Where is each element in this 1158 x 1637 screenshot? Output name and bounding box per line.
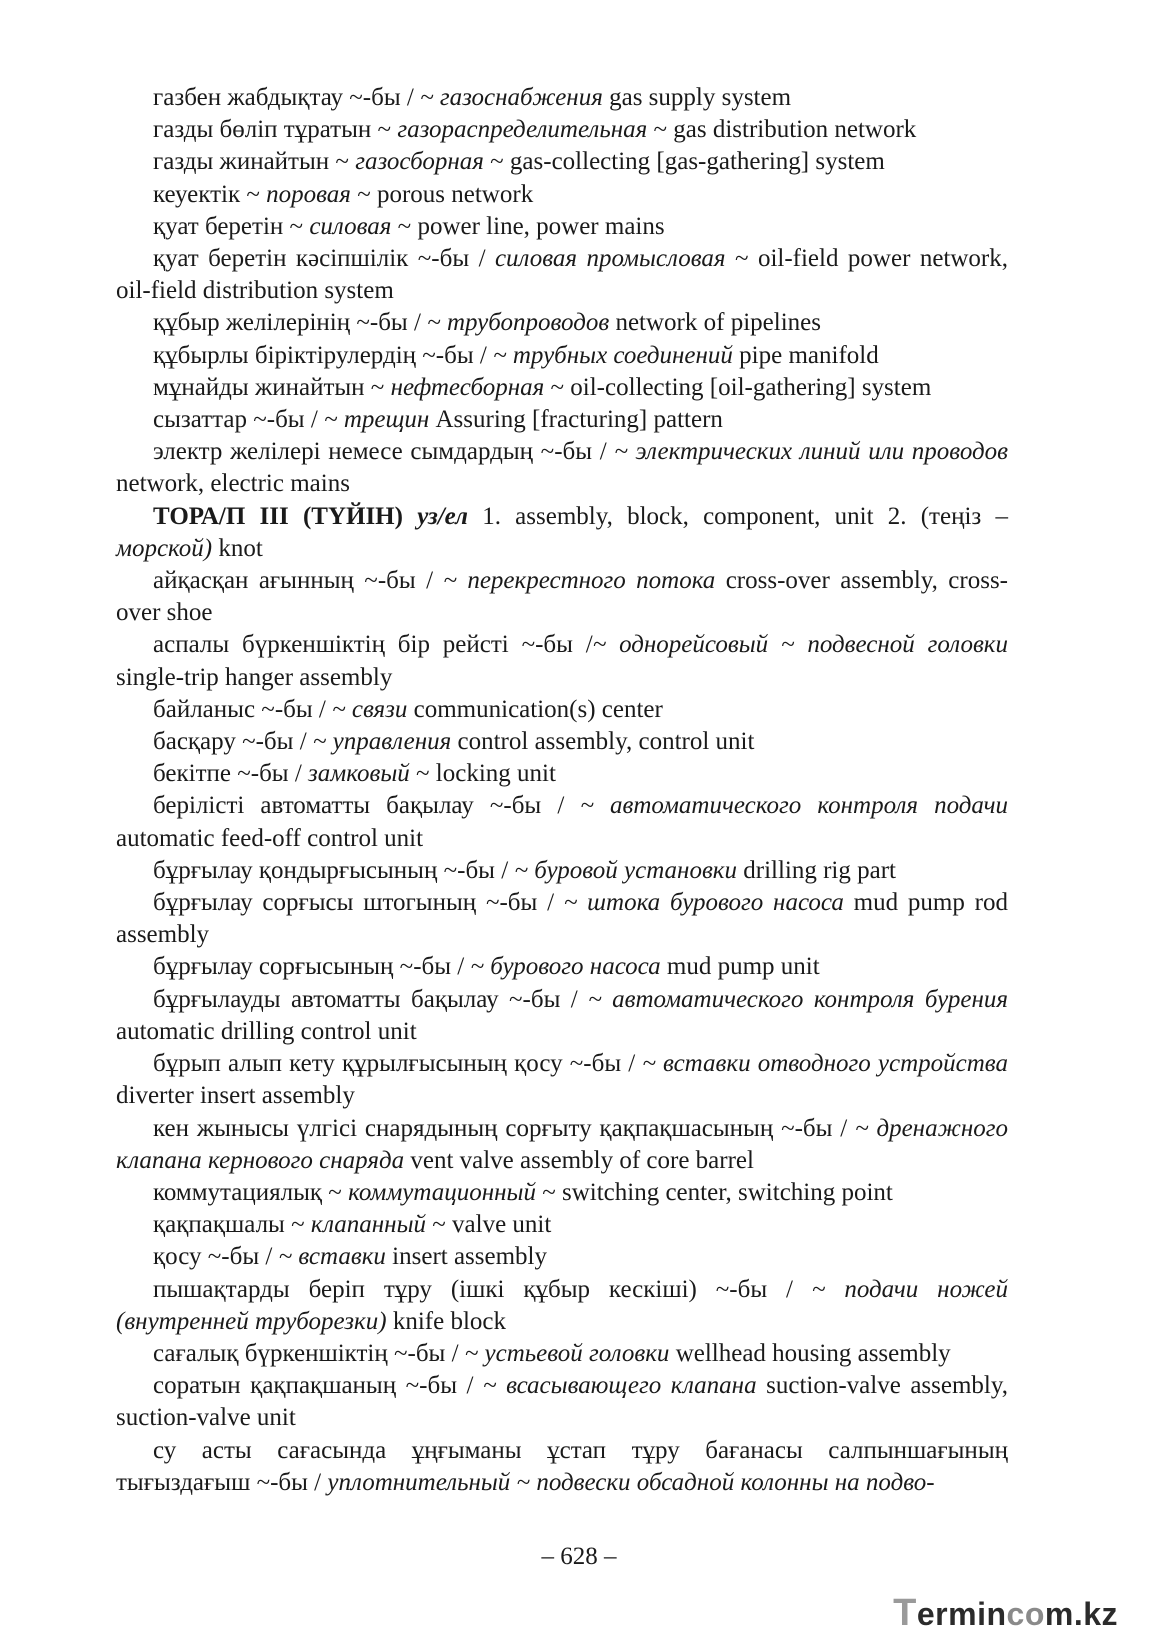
english-term: diverter insert assembly (116, 1082, 355, 1110)
headword-definition-tail: knot (212, 534, 263, 562)
list-item (116, 82, 1008, 114)
kazakh-term: байланыс ~-бы / (153, 695, 333, 723)
kazakh-term: сызаттар ~-бы / (153, 406, 325, 434)
kazakh-term: бекітпе ~-бы / (153, 760, 309, 788)
headword: ТОРА/П III (ТҮЙІН) (153, 502, 403, 530)
russian-term: ~ вставки отводного устройства (642, 1050, 1008, 1078)
kazakh-term: электр желілері немесе сымдардың ~-бы / (153, 438, 615, 466)
list-item (116, 436, 1008, 500)
kazakh-term: қуат беретін кәсіпшілік ~-бы / (153, 245, 495, 273)
list-item (116, 1241, 1008, 1273)
kazakh-term: қосу ~-бы / (153, 1243, 279, 1271)
english-term: mud pump unit (660, 953, 820, 981)
part-of-speech: уз/ел (417, 502, 468, 530)
termincom-logo: Termincom.kz (893, 1592, 1118, 1634)
english-term: Assuring [fracturing] pattern (429, 406, 723, 434)
russian-term: ~ перекрестного потока (443, 567, 716, 595)
russian-term: силовая промысловая (494, 245, 726, 273)
kazakh-term: мұнайды жинайтын ~ (153, 373, 391, 401)
kazakh-term: бұрғылауды автоматты бақылау ~-бы / (153, 985, 589, 1013)
russian-term: замковый (308, 760, 410, 788)
list-item (116, 179, 1008, 211)
list-item (116, 984, 1008, 1048)
list-item (116, 1370, 1008, 1434)
kazakh-term: бұрғылау сорғысының ~-бы / (153, 953, 471, 981)
list-item (116, 1048, 1008, 1112)
page-number: – 628 – (541, 1543, 617, 1570)
russian-term: ~ буровой установки (514, 856, 737, 884)
english-term: suction-valve assembly, suction-valve unit (116, 1372, 1008, 1432)
english-term: ~ porous network (350, 180, 534, 208)
russian-term: ~ связи (332, 695, 408, 723)
russian-term: поровая (266, 180, 351, 208)
kazakh-term: бұрғылау сорғысы штогының ~-бы / (153, 889, 564, 917)
kazakh-term: коммутациялық ~ (153, 1178, 349, 1206)
list-item (116, 114, 1008, 146)
list-item (116, 694, 1008, 726)
english-term: mud pump rod assembly (116, 889, 1008, 949)
russian-term: ~ автоматического контроля бурения (588, 985, 1008, 1013)
list-item (116, 726, 1008, 758)
russian-term: коммутационный (348, 1178, 536, 1206)
list-item (116, 404, 1008, 436)
english-term: drilling rig part (737, 856, 896, 884)
english-term: ~ switching center, switching point (535, 1178, 893, 1206)
kazakh-term: газды жинайтын ~ (153, 148, 356, 176)
russian-term: клапанный (310, 1211, 427, 1239)
dictionary-page (116, 82, 1008, 1499)
list-item (116, 243, 1008, 307)
russian-term: уплотнительный ~ подвески обсадной колонны на подво- (327, 1468, 935, 1496)
kazakh-term: бұрғылау қондырғысының ~-бы / (153, 856, 515, 884)
english-term: insert assembly (385, 1243, 548, 1271)
list-item (116, 1177, 1008, 1209)
russian-term: ~ трубных соединений (493, 341, 733, 369)
russian-term: ~ автоматического контроля подачи (580, 792, 1008, 820)
english-term: single-trip hanger assembly (116, 663, 393, 691)
english-term: ~ gas-collecting [gas-gathering] system (483, 148, 885, 176)
list-item (116, 1209, 1008, 1241)
english-term: ~ gas distribution network (647, 116, 917, 144)
list-item (116, 307, 1008, 339)
russian-term: ~ вставки (278, 1243, 386, 1271)
kazakh-term: су асты сағасында ұңғыманы ұстап тұру бағанасы салпыншағының тығыздағыш ~-бы / (116, 1436, 1008, 1496)
russian-term: ~ бурового насоса (470, 953, 661, 981)
russian-term: ~ электрических линий или проводов (614, 438, 1008, 466)
russian-term: ~ однорейсовый ~ подвесной головки (592, 631, 1009, 659)
english-term: gas supply system (602, 84, 792, 111)
english-term: cross-over assembly, cross-over shoe (116, 567, 1008, 627)
kazakh-term: бұрып алып кету құрылғысының қосу ~-бы / (153, 1050, 643, 1078)
kazakh-term: кен жынысы үлгісі снарядының сорғыту қақпақшасының ~-бы / (153, 1114, 856, 1142)
list-item (116, 1274, 1008, 1338)
english-term: ~ oil-collecting [oil-gathering] system (544, 373, 932, 401)
list-item (116, 211, 1008, 243)
english-term: communication(s) center (407, 695, 663, 723)
list-item (116, 146, 1008, 178)
headword-russian: морской) (116, 534, 213, 562)
english-term: pipe manifold (732, 341, 879, 369)
kazakh-term: қуат беретін ~ (153, 212, 310, 240)
english-term: ~ locking unit (409, 760, 556, 788)
russian-term: газораспределительная (397, 116, 648, 144)
english-term: control assembly, control unit (451, 728, 755, 756)
kazakh-term: соратын қақпақшаның ~-бы / (153, 1372, 484, 1400)
english-term: ~ oil-field power network, oil-field distribution system (116, 245, 1008, 305)
russian-term: ~ штока бурового насоса (563, 889, 844, 917)
english-term: automatic feed-off control unit (116, 824, 424, 852)
list-item (116, 951, 1008, 983)
russian-term: ~ управления (312, 728, 452, 756)
kazakh-term: айқасқан ағынның ~-бы / (153, 567, 444, 595)
list-item (116, 1113, 1008, 1177)
kazakh-term: басқару ~-бы / (153, 728, 313, 756)
subentry-list (116, 565, 1008, 1499)
english-term: ~ power line, power mains (391, 212, 665, 240)
russian-term: ~ устьевой головки (464, 1339, 670, 1367)
english-term: network, electric mains (116, 470, 350, 498)
russian-term: ~ трещин (324, 406, 430, 434)
kazakh-term: пышақтарды беріп тұру (ішкі құбыр кескіші) ~-бы / (153, 1275, 812, 1303)
list-item (116, 887, 1008, 951)
russian-term: ~ газоснабжения (420, 84, 603, 111)
kazakh-term: құбыр желілерінің ~-бы / (153, 309, 428, 337)
russian-term: газосборная (355, 148, 484, 176)
russian-term: ~ всасывающего клапана (483, 1372, 757, 1400)
english-term: vent valve assembly of core barrel (404, 1146, 754, 1174)
kazakh-term: берілісті автоматты бақылау ~-бы / (153, 792, 581, 820)
kazakh-term: газбен жабдықтау ~-бы / (153, 84, 421, 111)
english-term: automatic drilling control unit (116, 1017, 417, 1045)
english-term: knife block (386, 1307, 507, 1335)
english-term: network of pipelines (609, 309, 821, 337)
russian-term: силовая (309, 212, 392, 240)
kazakh-term: кеуектік ~ (153, 180, 267, 208)
kazakh-term: газды бөліп тұратын ~ (153, 116, 398, 144)
list-item (116, 340, 1008, 372)
kazakh-term: қақпақшалы ~ (153, 1211, 311, 1239)
list-item (116, 565, 1008, 629)
list-item (116, 790, 1008, 854)
kazakh-term: сағалық бүркеншіктің ~-бы / (153, 1339, 465, 1367)
kazakh-term: құбырлы біріктірулердің ~-бы / (153, 341, 494, 369)
english-term: ~ valve unit (426, 1211, 552, 1239)
headword-entry (116, 501, 1008, 565)
russian-term: ~ подачи ножей (внутренней труборезки) (116, 1275, 1008, 1335)
headword-definition: 1. assembly, block, component, unit 2. (теңіз – (467, 502, 1009, 530)
russian-term: нефтесборная (390, 373, 545, 401)
list-item (116, 1338, 1008, 1370)
list-item (116, 629, 1008, 693)
english-term: wellhead housing assembly (669, 1339, 951, 1367)
kazakh-term: аспалы бүркеншіктің бір рейсті ~-бы / (153, 631, 593, 659)
list-item (116, 855, 1008, 887)
list-item (116, 758, 1008, 790)
list-item (116, 1435, 1008, 1499)
russian-term: ~ трубопроводов (427, 309, 610, 337)
list-item (116, 372, 1008, 404)
entry-list (116, 82, 1008, 501)
russian-term: ~ дренажного клапана кернового снаряда (116, 1114, 1008, 1174)
